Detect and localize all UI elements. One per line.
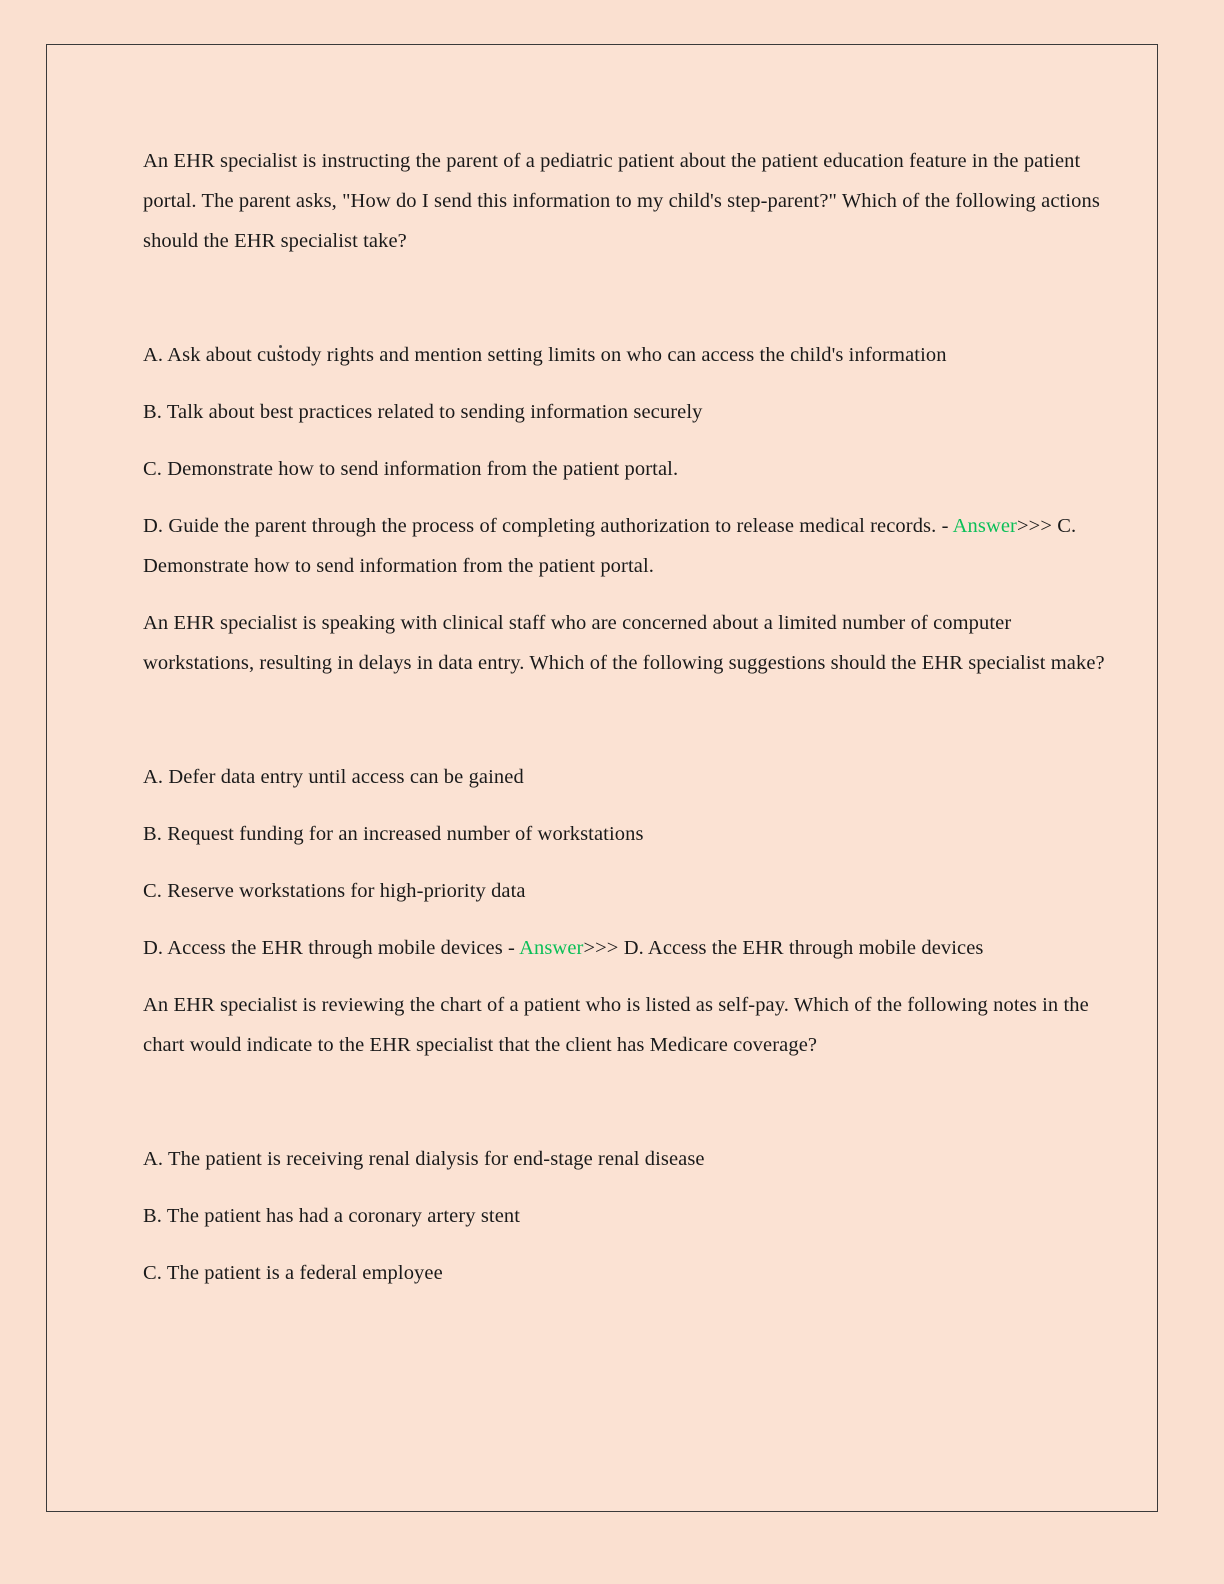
option-c: C. Demonstrate how to send information from the patient portal. [143, 458, 679, 480]
question-block-3 [143, 985, 1111, 1293]
question-stem: An EHR specialist is speaking with clinical staff who are concerned about a limited number of computer workstations, resulting in delays in data entry. Which of the following suggestions should the EHR specialist make? [143, 612, 1105, 674]
option-b: B. The patient has had a coronary artery stent [143, 1205, 521, 1227]
question-stem: An EHR specialist is reviewing the chart of a patient who is listed as self-pay. Which of the following notes in the chart would indicate to the EHR specialist that the client has Medicare coverage? [143, 994, 1089, 1056]
option-c: C. Reserve workstations for high-priority data [143, 880, 526, 902]
document-page [46, 44, 1158, 1512]
answer-label: Answer [952, 515, 1017, 537]
option-d-with-answer [143, 506, 1111, 586]
option-d-text: D. Access the EHR through mobile devices - [143, 937, 515, 959]
question-block-1 [143, 141, 1111, 586]
answer-arrows: >>> [583, 937, 619, 959]
option-b: B. Talk about best practices related to sending information securely [143, 401, 703, 423]
answer-arrows: >>> [1017, 515, 1052, 537]
answer-text: D. Access the EHR through mobile devices [623, 937, 984, 959]
spacer [143, 1083, 1111, 1139]
option-a: A. Defer data entry until access can be gained [143, 766, 524, 788]
option-a: A. The patient is receiving renal dialysis for end-stage renal disease [143, 1148, 705, 1170]
spacer [143, 701, 1111, 757]
question-block-2 [143, 603, 1111, 968]
answer-label: Answer [519, 937, 584, 959]
answer-text: C. Demonstrate how to send information from the patient portal. [143, 515, 1077, 577]
option-b: B. Request funding for an increased number of workstations [143, 823, 644, 845]
option-d-text: D. Guide the parent through the process of completing authorization to release medical records. - [143, 515, 949, 537]
spacer [143, 279, 1111, 335]
question-stem: An EHR specialist is instructing the parent of a pediatric patient about the patient education feature in the patient portal. The parent asks, "How do I send this information to my child's step-parent?" Which of the following actions should the EHR specialist take? [143, 150, 1100, 252]
option-d-with-answer [143, 928, 1111, 968]
option-a: A. Ask about custody rights and mention setting limits on who can access the child's information [143, 344, 947, 366]
document-content [143, 141, 1111, 1310]
option-c: C. The patient is a federal employee [143, 1262, 443, 1284]
